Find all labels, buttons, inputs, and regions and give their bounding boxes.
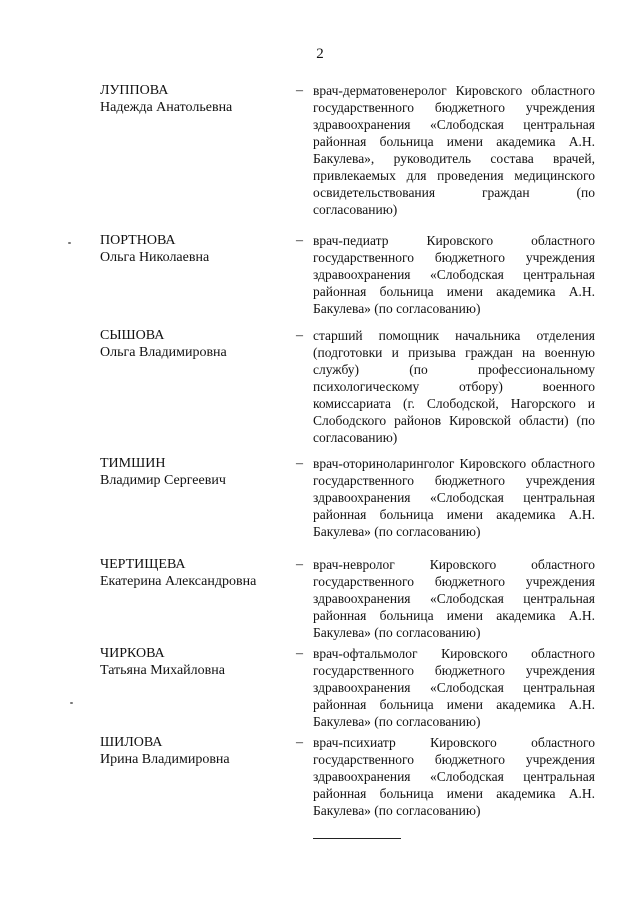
member-name xyxy=(100,734,290,768)
member-surname: СЫШОВА xyxy=(100,328,165,343)
dash-separator: – xyxy=(296,646,303,661)
member-given-name: Ольга Николаевна xyxy=(100,250,210,265)
member-surname: ШИЛОВА xyxy=(100,735,163,750)
member-entry xyxy=(0,82,640,232)
member-role: врач-дерматовенеролог Кировского областного государственного бюджетного учреждения здравоохранения «Слободская центральная районная больница имени академика А.Н. Бакулева», руководитель состава врачей, привлекаемых для проведения медицинского освидетельствования граждан (по согласованию) xyxy=(313,83,595,217)
member-entry xyxy=(0,232,640,327)
member-surname: ЛУППОВА xyxy=(100,83,169,98)
member-role: врач-офтальмолог Кировского областного государственного бюджетного учреждения здравоохранения «Слободская центральная районная больница имени академика А.Н. Бакулева» (по согласованию) xyxy=(313,646,595,729)
member-role: врач-педиатр Кировского областного государственного бюджетного учреждения здравоохранения «Слободская центральная районная больница имени академика А.Н. Бакулева» (по согласованию) xyxy=(313,233,595,316)
member-given-name: Екатерина Александровна xyxy=(100,574,257,589)
member-role: врач-психиатр Кировского областного государственного бюджетного учреждения здравоохранения «Слободская центральная районная больница имени академика А.Н. Бакулева» (по согласованию) xyxy=(313,735,595,818)
member-name xyxy=(100,556,290,590)
member-entry xyxy=(0,455,640,556)
member-role: врач-оториноларинголог Кировского областного государственного бюджетного учреждения здравоохранения «Слободская центральная районная больница имени академика А.Н. Бакулева» (по согласованию) xyxy=(313,456,595,539)
member-name xyxy=(100,327,290,361)
member-surname: ЧЕРТИЩЕВА xyxy=(100,557,186,572)
dash-separator: – xyxy=(296,735,303,750)
member-name xyxy=(100,82,290,116)
member-given-name: Владимир Сергеевич xyxy=(100,473,226,488)
member-entry xyxy=(0,734,640,834)
page-number: 2 xyxy=(316,46,324,62)
member-name xyxy=(100,645,290,679)
closing-rule xyxy=(313,838,401,839)
member-entry xyxy=(0,327,640,455)
member-surname: ЧИРКОВА xyxy=(100,646,165,661)
scan-speck xyxy=(68,242,71,244)
member-entry xyxy=(0,645,640,734)
member-list xyxy=(0,82,640,834)
member-surname: ТИМШИН xyxy=(100,456,166,471)
member-entry xyxy=(0,556,640,645)
member-given-name: Татьяна Михайловна xyxy=(100,663,225,678)
member-name xyxy=(100,232,290,266)
dash-separator: – xyxy=(296,328,303,343)
member-given-name: Надежда Анатольевна xyxy=(100,100,233,115)
dash-separator: – xyxy=(296,233,303,248)
member-role: врач-невролог Кировского областного государственного бюджетного учреждения здравоохранения «Слободская центральная районная больница имени академика А.Н. Бакулева» (по согласованию) xyxy=(313,557,595,640)
member-given-name: Ольга Владимировна xyxy=(100,345,227,360)
member-name xyxy=(100,455,290,489)
dash-separator: – xyxy=(296,456,303,471)
member-surname: ПОРТНОВА xyxy=(100,233,176,248)
dash-separator: – xyxy=(296,557,303,572)
member-given-name: Ирина Владимировна xyxy=(100,752,230,767)
dash-separator: – xyxy=(296,83,303,98)
member-role: старший помощник начальника отделения (подготовки и призыва граждан на военную службу) (по профессиональному психологическому отбору) военного комиссариата (г. Слободской, Нагорского и Слободского районов Кировской области) (по согласованию) xyxy=(313,328,595,445)
scan-speck xyxy=(70,702,73,704)
